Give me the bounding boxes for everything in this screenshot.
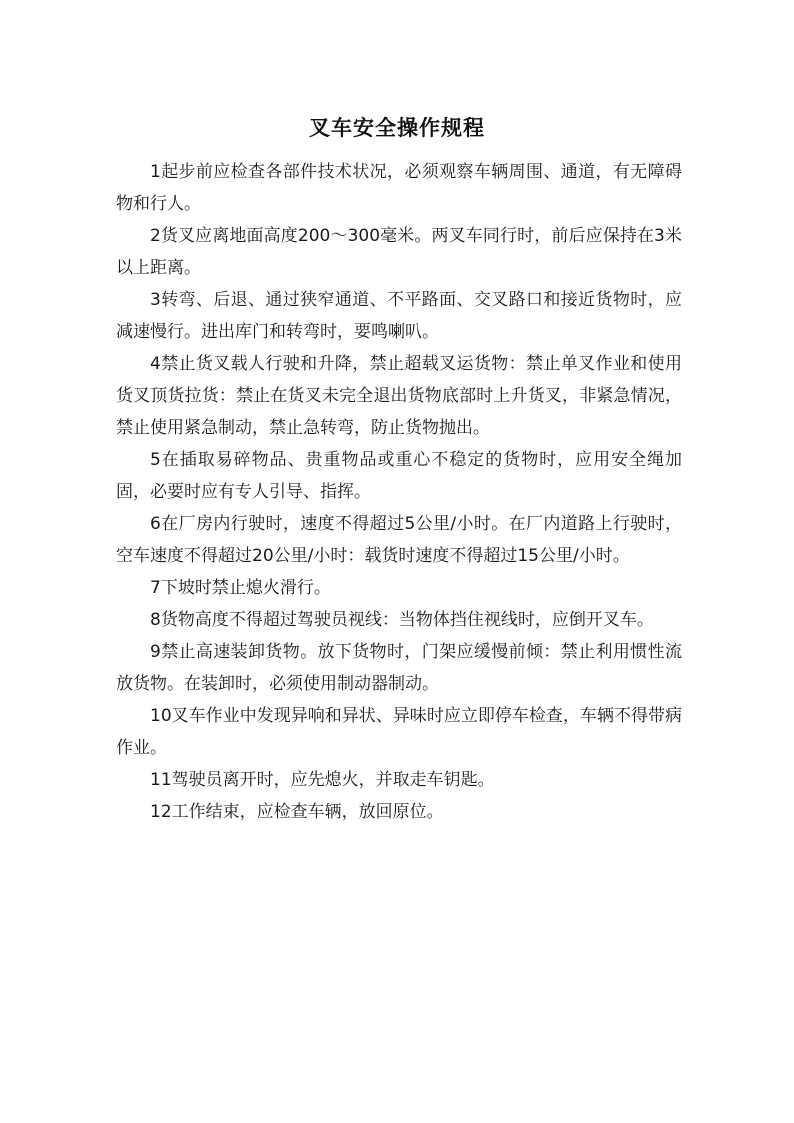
- document-title: 叉车安全操作规程: [309, 115, 485, 140]
- rule-item-8: 8货物高度不得超过驾驶员视线：当物体挡住视线时，应倒开叉车。: [150, 610, 654, 630]
- rule-item-12: 12工作结束，应检查车辆，放回原位。: [150, 802, 444, 822]
- rule-item-4: 4禁止货叉载人行驶和升降，禁止超载叉运货物：禁止单叉作业和使用货叉顶货拉货：禁止在货叉未完全退出货物底部时上升货叉，非紧急情况，禁止使用紧急制动，禁止急转弯，防止货物抛出。: [116, 354, 682, 438]
- rules-list: [116, 156, 682, 828]
- rule-item-9: 9禁止高速装卸货物。放下货物时，门架应缓慢前倾：禁止利用惯性流放货物。在装卸时，必须使用制动器制动。: [116, 642, 682, 694]
- rule-item-2: 2货叉应离地面高度200～300毫米。两叉车同行时，前后应保持在3米以上距离。: [116, 226, 682, 278]
- rule-item-3: 3转弯、后退、通过狭窄通道、不平路面、交叉路口和接近货物时，应减速慢行。进出库门和转弯时，要鸣喇叭。: [116, 290, 682, 342]
- rule-item-10: 10叉车作业中发现异响和异状、异味时应立即停车检查，车辆不得带病作业。: [116, 706, 682, 758]
- rule-item-6: 6在厂房内行驶时，速度不得超过5公里/小时。在厂内道路上行驶时，空车速度不得超过20公里/小时：载货时速度不得超过15公里/小时。: [116, 514, 682, 566]
- rule-item-7: 7下坡时禁止熄火滑行。: [150, 578, 331, 598]
- rule-item-1: 1起步前应检查各部件技术状况，必须观察车辆周围、通道，有无障碍物和行人。: [116, 162, 682, 214]
- rule-item-5: 5在插取易碎物品、贵重物品或重心不稳定的货物时，应用安全绳加固，必要时应有专人引导、指挥。: [116, 450, 682, 502]
- rule-item-11: 11驾驶员离开时，应先熄火，并取走车钥匙。: [150, 770, 495, 790]
